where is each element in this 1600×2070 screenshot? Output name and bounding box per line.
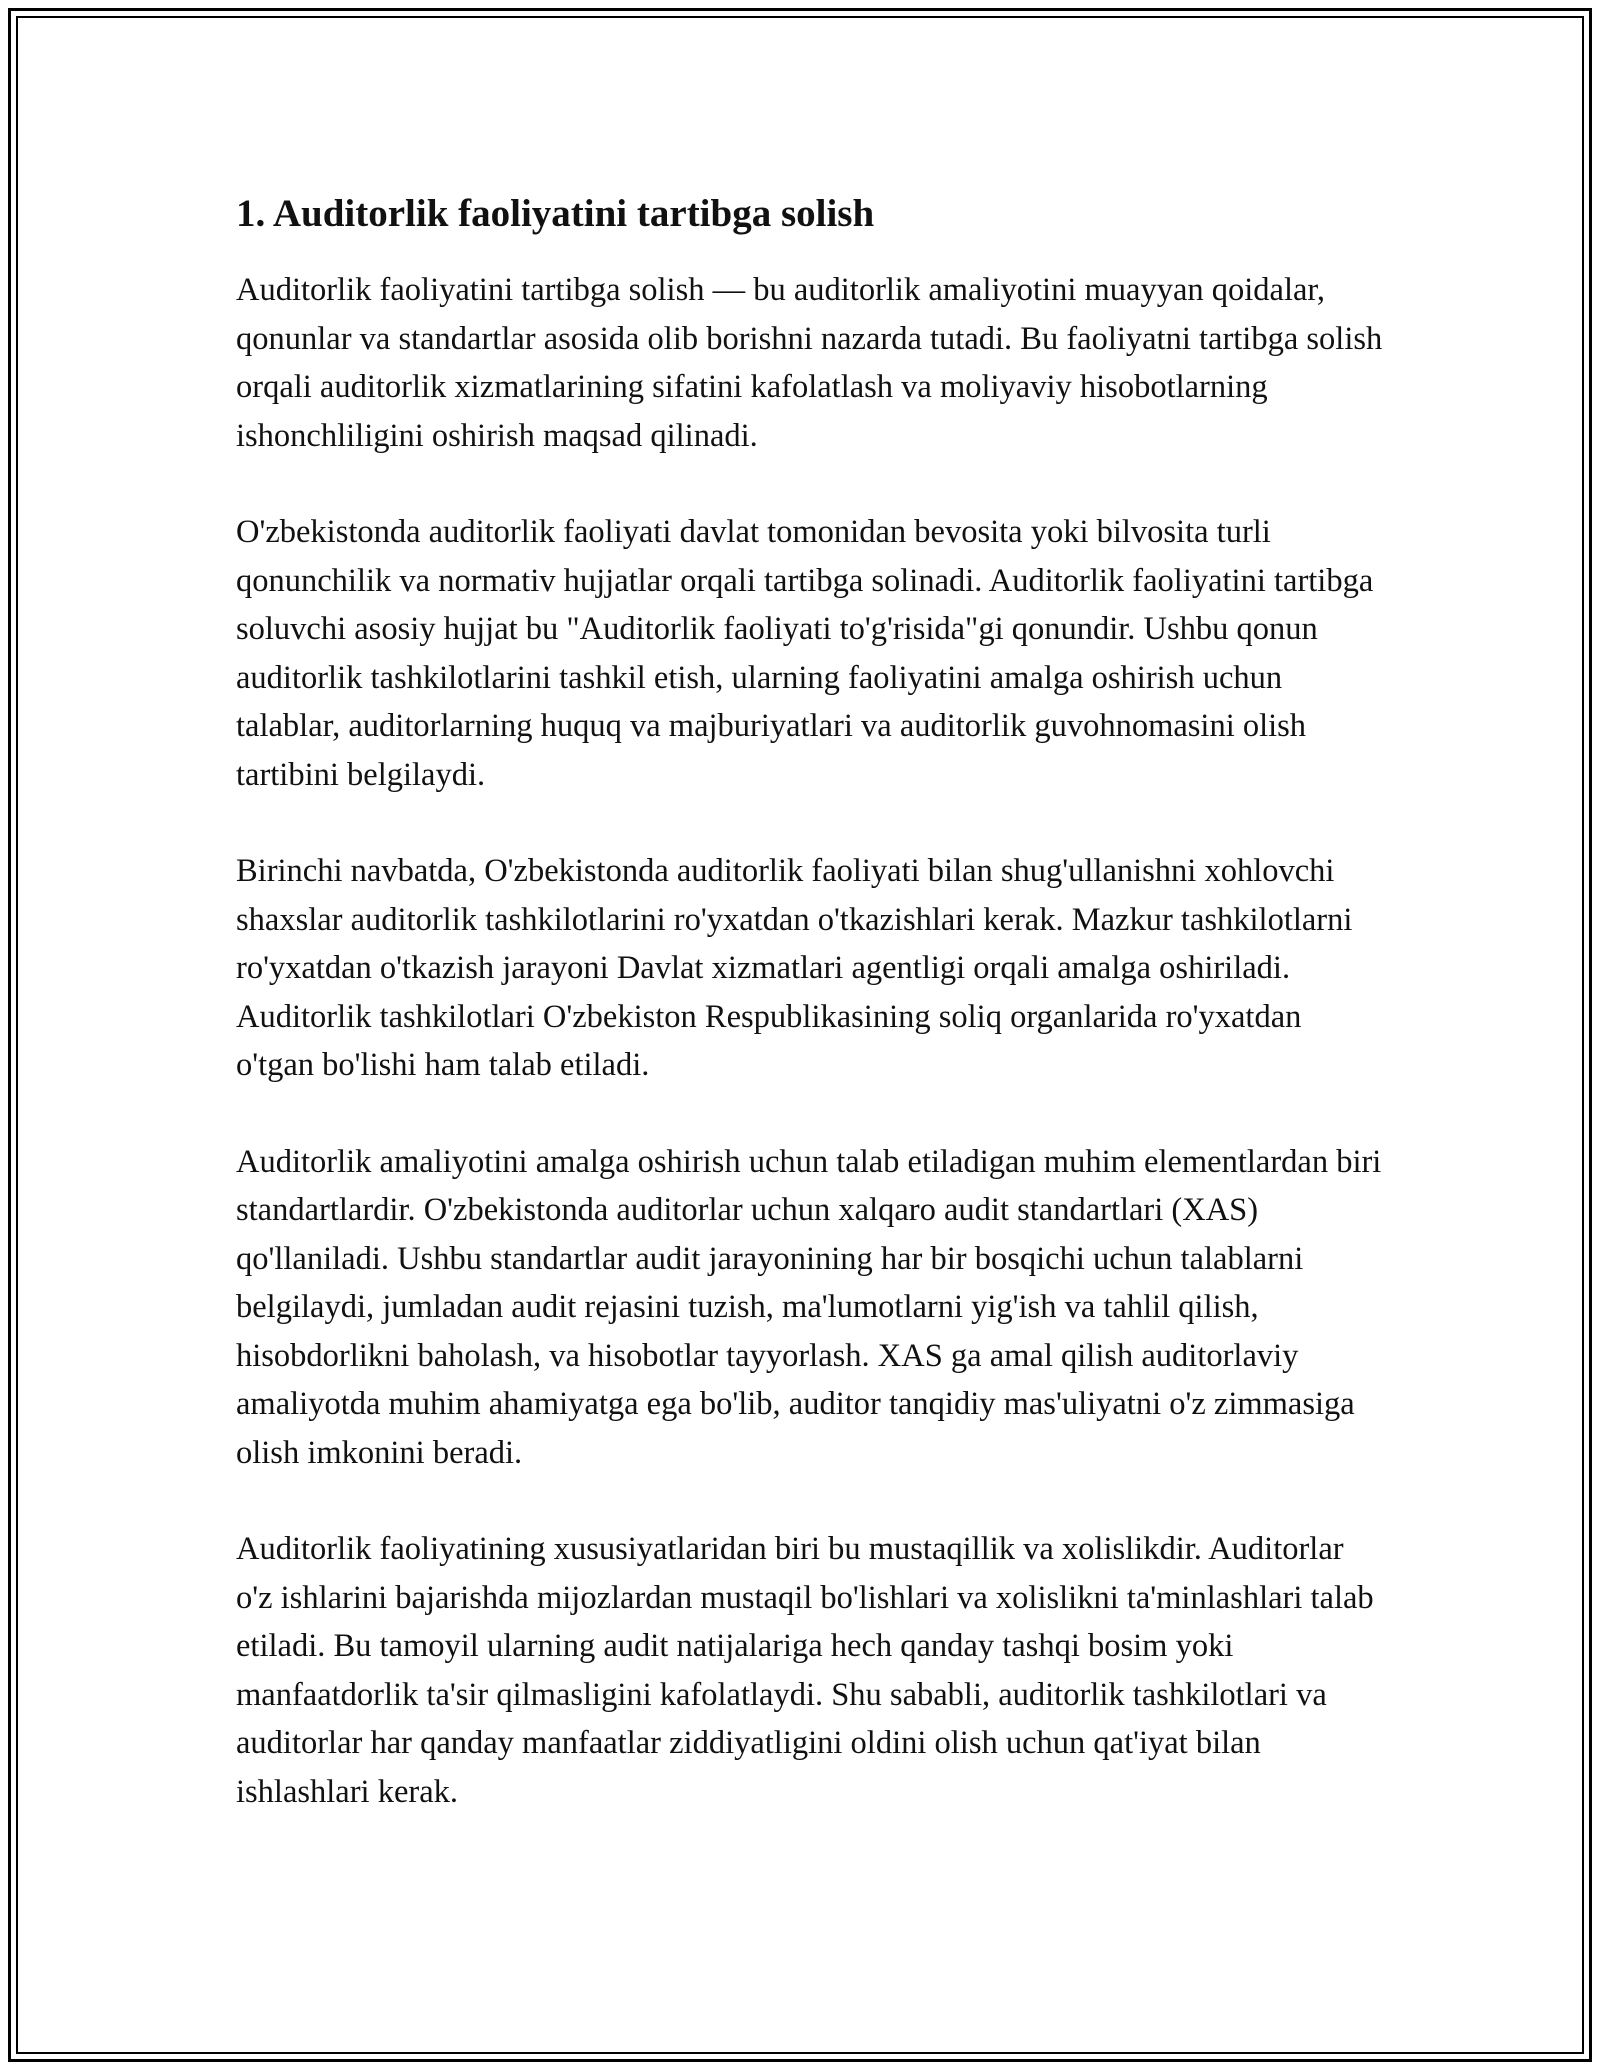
paragraph-regulation-definition: Auditorlik faoliyatini tartibga solish — bu auditorlik amaliyotini muayyan qoidalar, qonunlar va standartlar asosida olib borishni nazarda tutadi. Bu faoliyatni tartibga solish orqali auditorlik xizmatlarining sifatini kafolatlash va moliyaviy hisobotlarning ishonchliligini oshirish maqsad qilinadi. <box>236 272 1383 454</box>
paragraph-legal-framework: O'zbekistonda auditorlik faoliyati davlat tomonidan bevosita yoki bilvosita turli qonunchilik va normativ hujjatlar orqali tartibga solinadi. Auditorlik faoliyatini tartibga soluvchi asosiy hujjat bu "Auditorlik faoliyati to'g'risida"gi qonundir. Ushbu qonun auditorlik tashkilotlarini tashkil etish, ularning faoliyatini amalga oshirish uchun talablar, auditorlarning huquq va majburiyatlari va auditorlik guvohnomasini olish tartibini belgilaydi. <box>236 514 1374 793</box>
section-heading: 1. Auditorlik faoliyatini tartibga solish <box>236 192 875 235</box>
paragraph-independence: Auditorlik faoliyatining xususiyatlaridan biri bu mustaqillik va xolislikdir. Auditorlar o'z ishlarini bajarishda mijozlardan mustaqil bo'lishlari va xolislikni ta'minlashlari talab etiladi. Bu tamoyil ularning audit natijalariga hech qanday tashqi bosim yoki manfaatdorlik ta'sir qilmasligini kafolatlaydi. Shu sababli, auditorlik tashkilotlari va auditorlar har qanday manfaatlar ziddiyatligini oldini olish uchun qat'iyat bilan ishlashlari kerak. <box>236 1531 1374 1810</box>
paragraph-standards: Auditorlik amaliyotini amalga oshirish uchun talab etiladigan muhim elementlardan biri standartlardir. O'zbekistonda auditorlar uchun xalqaro audit standartlari (XAS) qo'llaniladi. Ushbu standartlar audit jarayonining har bir bosqichi uchun talablarni belgilaydi, jumladan audit rejasini tuzish, ma'lumotlarni yig'ish va tahlil qilish, hisobdorlikni baholash, va hisobotlar tayyorlash. XAS ga amal qilish auditorlaviy amaliyotda muhim ahamiyatga ega bo'lib, auditor tanqidiy mas'uliyatni o'z zimmasiga olish imkonini beradi. <box>236 1143 1382 1471</box>
paragraph-registration: Birinchi navbatda, O'zbekistonda auditorlik faoliyati bilan shug'ullanishni xohlovchi shaxslar auditorlik tashkilotlarini ro'yxatdan o'tkazishlari kerak. Mazkur tashkilotlarni ro'yxatdan o'tkazish jarayoni Davlat xizmatlari agentligi orqali amalga oshiriladi. Auditorlik tashkilotlari O'zbekiston Respublikasining soliq organlarida ro'yxatdan o'tgan bo'lishi ham talab etiladi. <box>236 853 1353 1083</box>
document-body <box>236 186 1386 1816</box>
